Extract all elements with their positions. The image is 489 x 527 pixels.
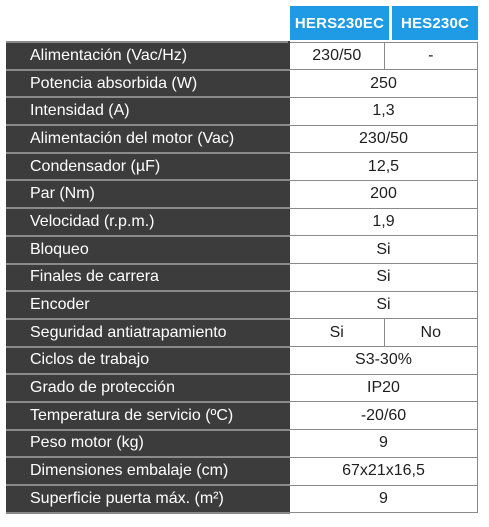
row-label: Temperatura de servicio (ºC) [7, 402, 289, 430]
row-value: Si [289, 291, 478, 319]
row-value: Si [289, 264, 478, 292]
table-row [7, 125, 478, 153]
table-row [7, 264, 478, 292]
row-label: Intensidad (A) [7, 97, 289, 125]
row-label: Alimentación del motor (Vac) [7, 125, 289, 153]
row-label: Peso motor (kg) [7, 430, 289, 458]
table-row [7, 180, 478, 208]
row-value: 9 [289, 430, 478, 458]
row-value: 250 [289, 70, 478, 98]
table-row [7, 430, 478, 458]
row-label: Seguridad antiatrapamiento [7, 319, 289, 347]
table-row [7, 457, 478, 485]
row-label: Finales de carrera [7, 264, 289, 292]
table-row [7, 347, 478, 375]
table-row [7, 153, 478, 181]
table-row [7, 291, 478, 319]
row-label: Par (Nm) [7, 180, 289, 208]
row-value: Si [289, 236, 478, 264]
row-value: - [384, 42, 478, 70]
table-row [7, 402, 478, 430]
row-value: -20/60 [289, 402, 478, 430]
row-label: Encoder [7, 291, 289, 319]
table-row [7, 70, 478, 98]
table-row [7, 97, 478, 125]
row-value: 230/50 [289, 125, 478, 153]
table-row [7, 42, 478, 70]
row-value: 9 [289, 485, 478, 513]
row-label: Grado de protección [7, 374, 289, 402]
model-tab-hers230ec: HERS230EC [290, 6, 389, 40]
spec-table [6, 41, 478, 514]
model-header [290, 6, 478, 40]
row-label: Superficie puerta máx. (m²) [7, 485, 289, 513]
row-value: Si [289, 319, 384, 347]
row-value: No [384, 319, 478, 347]
row-value: 12,5 [289, 153, 478, 181]
model-tab-hes230c: HES230C [392, 6, 478, 40]
table-row [7, 374, 478, 402]
row-value: 67x21x16,5 [289, 457, 478, 485]
row-value: 1,3 [289, 97, 478, 125]
table-row [7, 208, 478, 236]
row-label: Ciclos de trabajo [7, 347, 289, 375]
row-label: Dimensiones embalaje (cm) [7, 457, 289, 485]
table-row [7, 236, 478, 264]
row-value: S3-30% [289, 347, 478, 375]
table-row [7, 319, 478, 347]
row-label: Condensador (µF) [7, 153, 289, 181]
row-value: 1,9 [289, 208, 478, 236]
row-value: IP20 [289, 374, 478, 402]
row-label: Alimentación (Vac/Hz) [7, 42, 289, 70]
row-label: Velocidad (r.p.m.) [7, 208, 289, 236]
row-label: Bloqueo [7, 236, 289, 264]
row-value: 230/50 [289, 42, 384, 70]
table-row [7, 485, 478, 513]
row-label: Potencia absorbida (W) [7, 70, 289, 98]
row-value: 200 [289, 180, 478, 208]
